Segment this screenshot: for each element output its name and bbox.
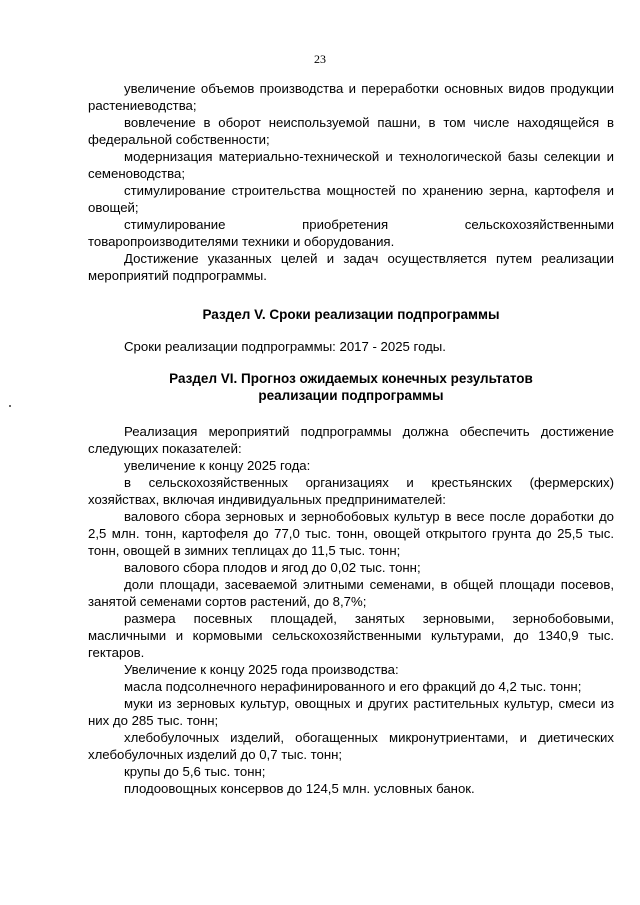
section-heading	[88, 370, 614, 404]
paragraph: Реализация мероприятий подпрограммы должна обеспечить достижение следующих показателей:	[88, 424, 614, 456]
paragraph: масла подсолнечного нерафинированного и его фракций до 4,2 тыс. тонн;	[124, 679, 582, 694]
paragraph: модернизация материально-технической и технологической базы селекции и семеноводства;	[88, 149, 614, 181]
section-heading: Раздел V. Сроки реализации подпрограммы	[202, 307, 500, 322]
paragraph: в сельскохозяйственных организациях и крестьянских (фермерских) хозяйствах, включая индивидуальных предпринимателей:	[88, 475, 614, 507]
paragraph: валового сбора плодов и ягод до 0,02 тыс. тонн;	[124, 560, 421, 575]
paragraph: размера посевных площадей, занятых зерновыми, зернобобовыми, масличными и кормовыми сельскохозяйственными культурами, до 1340,9 тыс. гектаров.	[88, 611, 614, 660]
paragraph: Сроки реализации подпрограммы: 2017 - 2025 годы.	[124, 339, 446, 354]
margin-mark	[9, 405, 11, 407]
document-body	[88, 80, 614, 797]
paragraph: Достижение указанных целей и задач осуществляется путем реализации мероприятий подпрограммы.	[88, 251, 614, 283]
paragraph: плодоовощных консервов до 124,5 млн. условных банок.	[124, 781, 475, 796]
paragraph: стимулирование строительства мощностей по хранению зерна, картофеля и овощей;	[88, 183, 614, 215]
paragraph: крупы до 5,6 тыс. тонн;	[124, 764, 266, 779]
page-number: 23	[314, 52, 326, 66]
paragraph: увеличение объемов производства и переработки основных видов продукции растениеводства;	[88, 81, 614, 113]
section-heading-line: Раздел VI. Прогноз ожидаемых конечных результатов	[169, 371, 533, 386]
paragraph: муки из зерновых культур, овощных и других растительных культур, смеси из них до 285 тыс. тонн;	[88, 696, 614, 728]
paragraph: вовлечение в оборот неиспользуемой пашни, в том числе находящейся в федеральной собственности;	[88, 115, 614, 147]
section-heading-line: реализации подпрограммы	[258, 388, 444, 403]
paragraph: Увеличение к концу 2025 года производства:	[124, 662, 399, 677]
paragraph: валового сбора зерновых и зернобобовых культур в весе после доработки до 2,5 млн. тонн, картофеля до 77,0 тыс. тонн, овощей открытого грунта до 25,5 тыс. тонн, овощей в зимних теплицах до 11,5 тыс. тонн;	[88, 509, 614, 558]
paragraph: доли площади, засеваемой элитными семенами, в общей площади посевов, занятой семенами сортов растений, до 8,7%;	[88, 577, 614, 609]
paragraph: стимулирование приобретения сельскохозяйственными товаропроизводителями техники и оборудования.	[88, 217, 614, 249]
paragraph: хлебобулочных изделий, обогащенных микронутриентами, и диетических хлебобулочных изделий до 0,7 тыс. тонн;	[88, 730, 614, 762]
paragraph: увеличение к концу 2025 года:	[124, 458, 311, 473]
